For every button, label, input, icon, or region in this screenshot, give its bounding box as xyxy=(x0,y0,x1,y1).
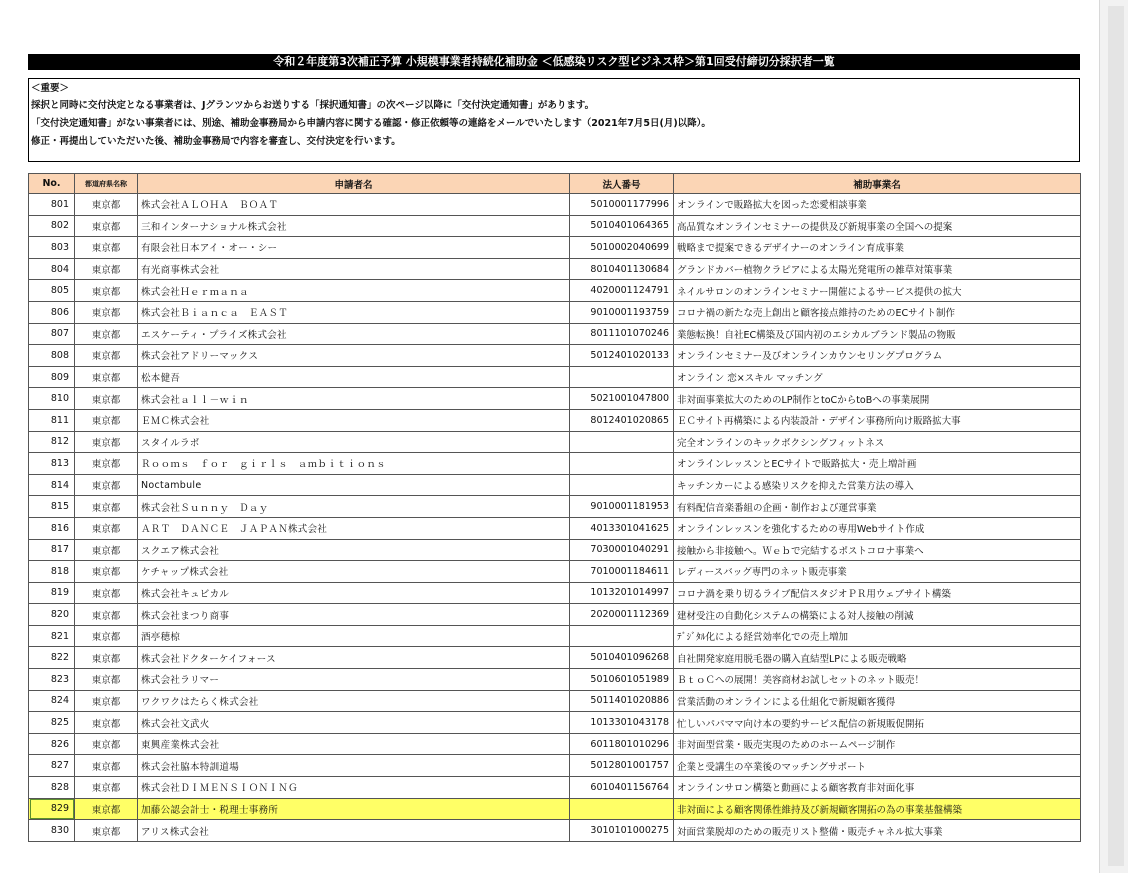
table-row[interactable] xyxy=(29,409,1081,431)
cell-project[interactable]: 戦略まで提案できるデザイナーのオンライン育成事業 xyxy=(674,237,1081,259)
cell-project[interactable]: ネイルサロンのオンラインセミナー開催によるサービス提供の拡大 xyxy=(674,280,1081,302)
cell-corp-number[interactable] xyxy=(570,474,674,496)
cell-no[interactable]: 826 xyxy=(29,733,75,755)
cell-project[interactable]: 完全オンラインのキックボクシングフィットネス xyxy=(674,431,1081,453)
cell-prefecture[interactable]: 東京都 xyxy=(75,517,138,539)
cell-project[interactable]: オンラインで販路拡大を図った恋愛相談事業 xyxy=(674,194,1081,216)
cell-no[interactable]: 827 xyxy=(29,755,75,777)
table-row[interactable] xyxy=(29,194,1081,216)
table-row[interactable] xyxy=(29,820,1081,842)
cell-applicant[interactable]: 有光商事株式会社 xyxy=(138,258,570,280)
cell-corp-number[interactable]: 5010002040699 xyxy=(570,237,674,259)
cell-no[interactable]: 813 xyxy=(29,453,75,475)
cell-applicant[interactable]: スクエア株式会社 xyxy=(138,539,570,561)
table-row[interactable] xyxy=(29,453,1081,475)
cell-no[interactable]: 808 xyxy=(29,345,75,367)
cell-corp-number[interactable]: 6010401156764 xyxy=(570,777,674,799)
cell-no[interactable]: 803 xyxy=(29,237,75,259)
table-row[interactable] xyxy=(29,755,1081,777)
cell-prefecture[interactable]: 東京都 xyxy=(75,604,138,626)
cell-project[interactable]: オンラインセミナー及びオンラインカウンセリングプログラム xyxy=(674,345,1081,367)
cell-prefecture[interactable]: 東京都 xyxy=(75,647,138,669)
header-no: No. xyxy=(29,174,75,194)
cell-corp-number[interactable]: 9010001193759 xyxy=(570,301,674,323)
vertical-scrollbar[interactable] xyxy=(1099,0,1128,873)
cell-applicant[interactable]: スタイルラボ xyxy=(138,431,570,453)
cell-no[interactable]: 806 xyxy=(29,301,75,323)
table-row[interactable] xyxy=(29,733,1081,755)
cell-no[interactable]: 804 xyxy=(29,258,75,280)
cell-applicant[interactable]: 株式会社アドリーマックス xyxy=(138,345,570,367)
table-row[interactable] xyxy=(29,798,1081,820)
table-row[interactable] xyxy=(29,474,1081,496)
cell-project[interactable]: 自社開発家庭用脱毛器の購入直結型LPによる販売戦略 xyxy=(674,647,1081,669)
cell-project[interactable]: オンライン 恋×スキル マッチング xyxy=(674,366,1081,388)
cell-applicant[interactable]: 東興産業株式会社 xyxy=(138,733,570,755)
cell-corp-number[interactable]: 1013201014997 xyxy=(570,582,674,604)
cell-project[interactable]: コロナ禍の新たな売上創出と顧客接点維持のためのECサイト制作 xyxy=(674,301,1081,323)
cell-prefecture[interactable]: 東京都 xyxy=(75,712,138,734)
cell-applicant[interactable]: 株式会社文武火 xyxy=(138,712,570,734)
cell-no[interactable]: 815 xyxy=(29,496,75,518)
cell-applicant[interactable]: 株式会社ラリマー xyxy=(138,669,570,691)
cell-prefecture[interactable]: 東京都 xyxy=(75,431,138,453)
cell-no[interactable]: 821 xyxy=(29,625,75,647)
table-header-row xyxy=(29,174,1081,194)
cell-no[interactable]: 810 xyxy=(29,388,75,410)
cell-project[interactable]: コロナ渦を乗り切るライブ配信スタジオＰＲ用ウェブサイト構築 xyxy=(674,582,1081,604)
cell-applicant[interactable]: ＥＭＣ株式会社 xyxy=(138,409,570,431)
cell-applicant[interactable]: 株式会社ＤＩＭＥＮＳＩＯＮＩＮＧ xyxy=(138,777,570,799)
table-row[interactable] xyxy=(29,237,1081,259)
cell-no[interactable]: 828 xyxy=(29,777,75,799)
notice-line: 採択と同時に交付決定となる事業者は、Jグランツからお送りする「採択通知書」の次ページ以降に「交付決定通知書」があります。 xyxy=(31,100,595,111)
table-row[interactable] xyxy=(29,215,1081,237)
cell-prefecture[interactable]: 東京都 xyxy=(75,453,138,475)
cell-corp-number[interactable]: 5011401020886 xyxy=(570,690,674,712)
cell-prefecture[interactable]: 東京都 xyxy=(75,366,138,388)
cell-no[interactable]: 829 xyxy=(29,798,75,820)
cell-prefecture[interactable]: 東京都 xyxy=(75,582,138,604)
table-row[interactable] xyxy=(29,323,1081,345)
cell-applicant[interactable]: ケチャップ株式会社 xyxy=(138,561,570,583)
cell-no[interactable]: 801 xyxy=(29,194,75,216)
notice-line: 修正・再提出していただいた後、補助金事務局で内容を審査し、交付決定を行います。 xyxy=(31,136,401,147)
cell-corp-number[interactable] xyxy=(570,798,674,820)
scrollbar-thumb[interactable] xyxy=(1108,6,1124,866)
cell-prefecture[interactable]: 東京都 xyxy=(75,194,138,216)
cell-corp-number[interactable]: 6011801010296 xyxy=(570,733,674,755)
cell-no[interactable]: 816 xyxy=(29,517,75,539)
cell-corp-number[interactable] xyxy=(570,366,674,388)
cell-corp-number[interactable]: 4013301041625 xyxy=(570,517,674,539)
cell-applicant[interactable]: 株式会社まつり商事 xyxy=(138,604,570,626)
cell-prefecture[interactable]: 東京都 xyxy=(75,474,138,496)
cell-project[interactable]: キッチンカーによる感染リスクを抑えた営業方法の導入 xyxy=(674,474,1081,496)
cell-applicant[interactable]: 三和インターナショナル株式会社 xyxy=(138,215,570,237)
cell-no[interactable]: 820 xyxy=(29,604,75,626)
cell-applicant[interactable]: 株式会社ＡＬＯＨＡ ＢＯＡＴ xyxy=(138,194,570,216)
cell-prefecture[interactable]: 東京都 xyxy=(75,561,138,583)
table-row[interactable] xyxy=(29,539,1081,561)
cell-applicant[interactable]: 株式会社Ｂｉａｎｃａ ＥＡＳＴ xyxy=(138,301,570,323)
cell-prefecture[interactable]: 東京都 xyxy=(75,625,138,647)
cell-project[interactable]: オンラインレッスンを強化するための専用Webサイト作成 xyxy=(674,517,1081,539)
table-row[interactable] xyxy=(29,366,1081,388)
table-row[interactable] xyxy=(29,280,1081,302)
table-row[interactable] xyxy=(29,647,1081,669)
cell-corp-number[interactable]: 8011101070246 xyxy=(570,323,674,345)
cell-applicant[interactable]: 有限会社日本アイ・オー・シー xyxy=(138,237,570,259)
cell-no[interactable]: 817 xyxy=(29,539,75,561)
cell-prefecture[interactable]: 東京都 xyxy=(75,301,138,323)
cell-applicant[interactable]: 株式会社Ｈｅｒｍａｎａ xyxy=(138,280,570,302)
table-row[interactable] xyxy=(29,582,1081,604)
cell-applicant[interactable]: エスケーティ・プライズ株式会社 xyxy=(138,323,570,345)
cell-project[interactable]: 企業と受講生の卒業後のマッチングサポート xyxy=(674,755,1081,777)
cell-prefecture[interactable]: 東京都 xyxy=(75,798,138,820)
cell-prefecture[interactable]: 東京都 xyxy=(75,690,138,712)
cell-prefecture[interactable]: 東京都 xyxy=(75,669,138,691)
cell-corp-number[interactable]: 9010001181953 xyxy=(570,496,674,518)
cell-applicant[interactable]: ワクワクはたらく株式会社 xyxy=(138,690,570,712)
cell-no[interactable]: 807 xyxy=(29,323,75,345)
table-row[interactable] xyxy=(29,345,1081,367)
cell-corp-number[interactable]: 4020001124791 xyxy=(570,280,674,302)
cell-prefecture[interactable]: 東京都 xyxy=(75,539,138,561)
cell-project[interactable]: 営業活動のオンラインによる仕組化で新規顧客獲得 xyxy=(674,690,1081,712)
cell-applicant[interactable]: 松本健吾 xyxy=(138,366,570,388)
cell-corp-number[interactable]: 5010401064365 xyxy=(570,215,674,237)
cell-project[interactable]: 高品質なオンラインセミナーの提供及び新規事業の全国への提案 xyxy=(674,215,1081,237)
cell-corp-number[interactable]: 1013301043178 xyxy=(570,712,674,734)
cell-prefecture[interactable]: 東京都 xyxy=(75,280,138,302)
cell-no[interactable]: 814 xyxy=(29,474,75,496)
table-row[interactable] xyxy=(29,517,1081,539)
cell-applicant[interactable]: 株式会社キュビカル xyxy=(138,582,570,604)
table-body xyxy=(29,194,1081,842)
table-row[interactable] xyxy=(29,669,1081,691)
cell-no[interactable]: 802 xyxy=(29,215,75,237)
cell-corp-number[interactable]: 5012801001757 xyxy=(570,755,674,777)
table-row[interactable] xyxy=(29,496,1081,518)
table-row[interactable] xyxy=(29,431,1081,453)
cell-prefecture[interactable]: 東京都 xyxy=(75,237,138,259)
cell-corp-number[interactable]: 5010401096268 xyxy=(570,647,674,669)
cell-applicant[interactable]: 株式会社Ｓｕｎｎｙ Ｄａｙ xyxy=(138,496,570,518)
cell-prefecture[interactable]: 東京都 xyxy=(75,733,138,755)
cell-corp-number[interactable] xyxy=(570,625,674,647)
cell-project[interactable]: 非対面事業拡大のためのLP制作とtoCからtoBへの事業展開 xyxy=(674,388,1081,410)
cell-applicant[interactable]: Ｒｏｏｍｓ ｆｏｒ ｇｉｒｌｓ ａｍｂｉｔｉｏｎｓ xyxy=(138,453,570,475)
cell-project[interactable]: 非対面型営業・販売実現のためのホームページ制作 xyxy=(674,733,1081,755)
cell-corp-number[interactable]: 8010401130684 xyxy=(570,258,674,280)
cell-no[interactable]: 805 xyxy=(29,280,75,302)
cell-no[interactable]: 822 xyxy=(29,647,75,669)
cell-project[interactable]: ＥＣサイト再構築による内装設計・デザイン事務所向け販路拡大事 xyxy=(674,409,1081,431)
document-page xyxy=(28,54,1080,842)
cell-project[interactable]: 有料配信音楽番組の企画・制作および運営事業 xyxy=(674,496,1081,518)
cell-project[interactable]: ＢｔｏＣへの展開！美容商材お試しセットのネット販売！ xyxy=(674,669,1081,691)
table-row[interactable] xyxy=(29,777,1081,799)
cell-applicant[interactable]: 株式会社脇本特訓道場 xyxy=(138,755,570,777)
cell-project[interactable]: 建材受注の自動化システムの構築による対人接触の削減 xyxy=(674,604,1081,626)
cell-corp-number[interactable]: 7030001040291 xyxy=(570,539,674,561)
cell-prefecture[interactable]: 東京都 xyxy=(75,323,138,345)
cell-prefecture[interactable]: 東京都 xyxy=(75,820,138,842)
cell-corp-number[interactable] xyxy=(570,431,674,453)
cell-corp-number[interactable]: 2020001112369 xyxy=(570,604,674,626)
cell-corp-number[interactable]: 5012401020133 xyxy=(570,345,674,367)
header-project: 補助事業名 xyxy=(674,174,1081,194)
header-prefecture: 都道府県名称 xyxy=(75,174,138,194)
header-applicant: 申請者名 xyxy=(138,174,570,194)
cell-project[interactable]: オンラインレッスンとECサイトで販路拡大・売上増計画 xyxy=(674,453,1081,475)
table-row[interactable] xyxy=(29,388,1081,410)
cell-applicant[interactable]: Noctambule xyxy=(138,474,570,496)
cell-applicant[interactable]: 加藤公認会計士・税理士事務所 xyxy=(138,798,570,820)
cell-project[interactable]: 業態転換！自社EC構築及び国内初のエシカルブランド製品の物販 xyxy=(674,323,1081,345)
cell-corp-number[interactable]: 5010601051989 xyxy=(570,669,674,691)
cell-no[interactable]: 824 xyxy=(29,690,75,712)
table-row[interactable] xyxy=(29,258,1081,280)
cell-prefecture[interactable]: 東京都 xyxy=(75,345,138,367)
cell-no[interactable]: 823 xyxy=(29,669,75,691)
adoption-list-table xyxy=(28,173,1081,842)
cell-prefecture[interactable]: 東京都 xyxy=(75,409,138,431)
cell-corp-number[interactable]: 5010001177996 xyxy=(570,194,674,216)
cell-corp-number[interactable]: 7010001184611 xyxy=(570,561,674,583)
table-row[interactable] xyxy=(29,690,1081,712)
cell-no[interactable]: 830 xyxy=(29,820,75,842)
table-row[interactable] xyxy=(29,561,1081,583)
cell-applicant[interactable]: 株式会社ドクターケイフォース xyxy=(138,647,570,669)
cell-project[interactable]: 対面営業脱却のための販売リスト整備・販売チャネル拡大事業 xyxy=(674,820,1081,842)
cell-prefecture[interactable]: 東京都 xyxy=(75,496,138,518)
table-row[interactable] xyxy=(29,712,1081,734)
table-row[interactable] xyxy=(29,604,1081,626)
important-notice-box xyxy=(28,78,1080,162)
cell-no[interactable]: 809 xyxy=(29,366,75,388)
cell-project[interactable]: レディースバッグ専門のネット販売事業 xyxy=(674,561,1081,583)
cell-project[interactable]: ﾃﾞｼﾞﾀﾙ化による経営効率化での売上増加 xyxy=(674,625,1081,647)
table-row[interactable] xyxy=(29,301,1081,323)
cell-prefecture[interactable]: 東京都 xyxy=(75,755,138,777)
cell-prefecture[interactable]: 東京都 xyxy=(75,258,138,280)
notice-heading: ＜重要＞ xyxy=(31,83,70,94)
cell-applicant[interactable]: 酒亭穂椋 xyxy=(138,625,570,647)
cell-no[interactable]: 825 xyxy=(29,712,75,734)
cell-project[interactable]: オンラインサロン構築と動画による顧客教育非対面化事 xyxy=(674,777,1081,799)
cell-project[interactable]: グランドカバー植物クラピアによる太陽光発電所の雑草対策事業 xyxy=(674,258,1081,280)
cell-applicant[interactable]: アリス株式会社 xyxy=(138,820,570,842)
document-title: 令和２年度第3次補正予算 小規模事業者持続化補助金 ＜低感染リスク型ビジネス枠＞第1回受付締切分採択者一覧 xyxy=(28,54,1080,70)
cell-corp-number[interactable]: 5021001047800 xyxy=(570,388,674,410)
cell-corp-number[interactable] xyxy=(570,453,674,475)
cell-no[interactable]: 819 xyxy=(29,582,75,604)
notice-line: 「交付決定通知書」がない事業者には、別途、補助金事務局から申請内容に関する確認・修正依頼等の連絡をメールでいたします（2021年7月5日(月)以降）。 xyxy=(31,118,711,129)
table-row[interactable] xyxy=(29,625,1081,647)
cell-corp-number[interactable]: 3010101000275 xyxy=(570,820,674,842)
cell-no[interactable]: 812 xyxy=(29,431,75,453)
cell-no[interactable]: 811 xyxy=(29,409,75,431)
cell-prefecture[interactable]: 東京都 xyxy=(75,777,138,799)
cell-prefecture[interactable]: 東京都 xyxy=(75,388,138,410)
cell-project[interactable]: 接触から非接触へ。Ｗｅｂで完結するポストコロナ事業へ xyxy=(674,539,1081,561)
cell-corp-number[interactable]: 8012401020865 xyxy=(570,409,674,431)
header-corp-number: 法人番号 xyxy=(570,174,674,194)
cell-prefecture[interactable]: 東京都 xyxy=(75,215,138,237)
cell-applicant[interactable]: ＡＲＴ ＤＡＮＣＥ ＪＡＰＡＮ株式会社 xyxy=(138,517,570,539)
cell-no[interactable]: 818 xyxy=(29,561,75,583)
cell-project[interactable]: 忙しいパパママ向け本の要約サービス配信の新規販促開拓 xyxy=(674,712,1081,734)
cell-project[interactable]: 非対面による顧客関係性維持及び新規顧客開拓の為の事業基盤構築 xyxy=(674,798,1081,820)
cell-applicant[interactable]: 株式会社ａｌｌ－ｗｉｎ xyxy=(138,388,570,410)
